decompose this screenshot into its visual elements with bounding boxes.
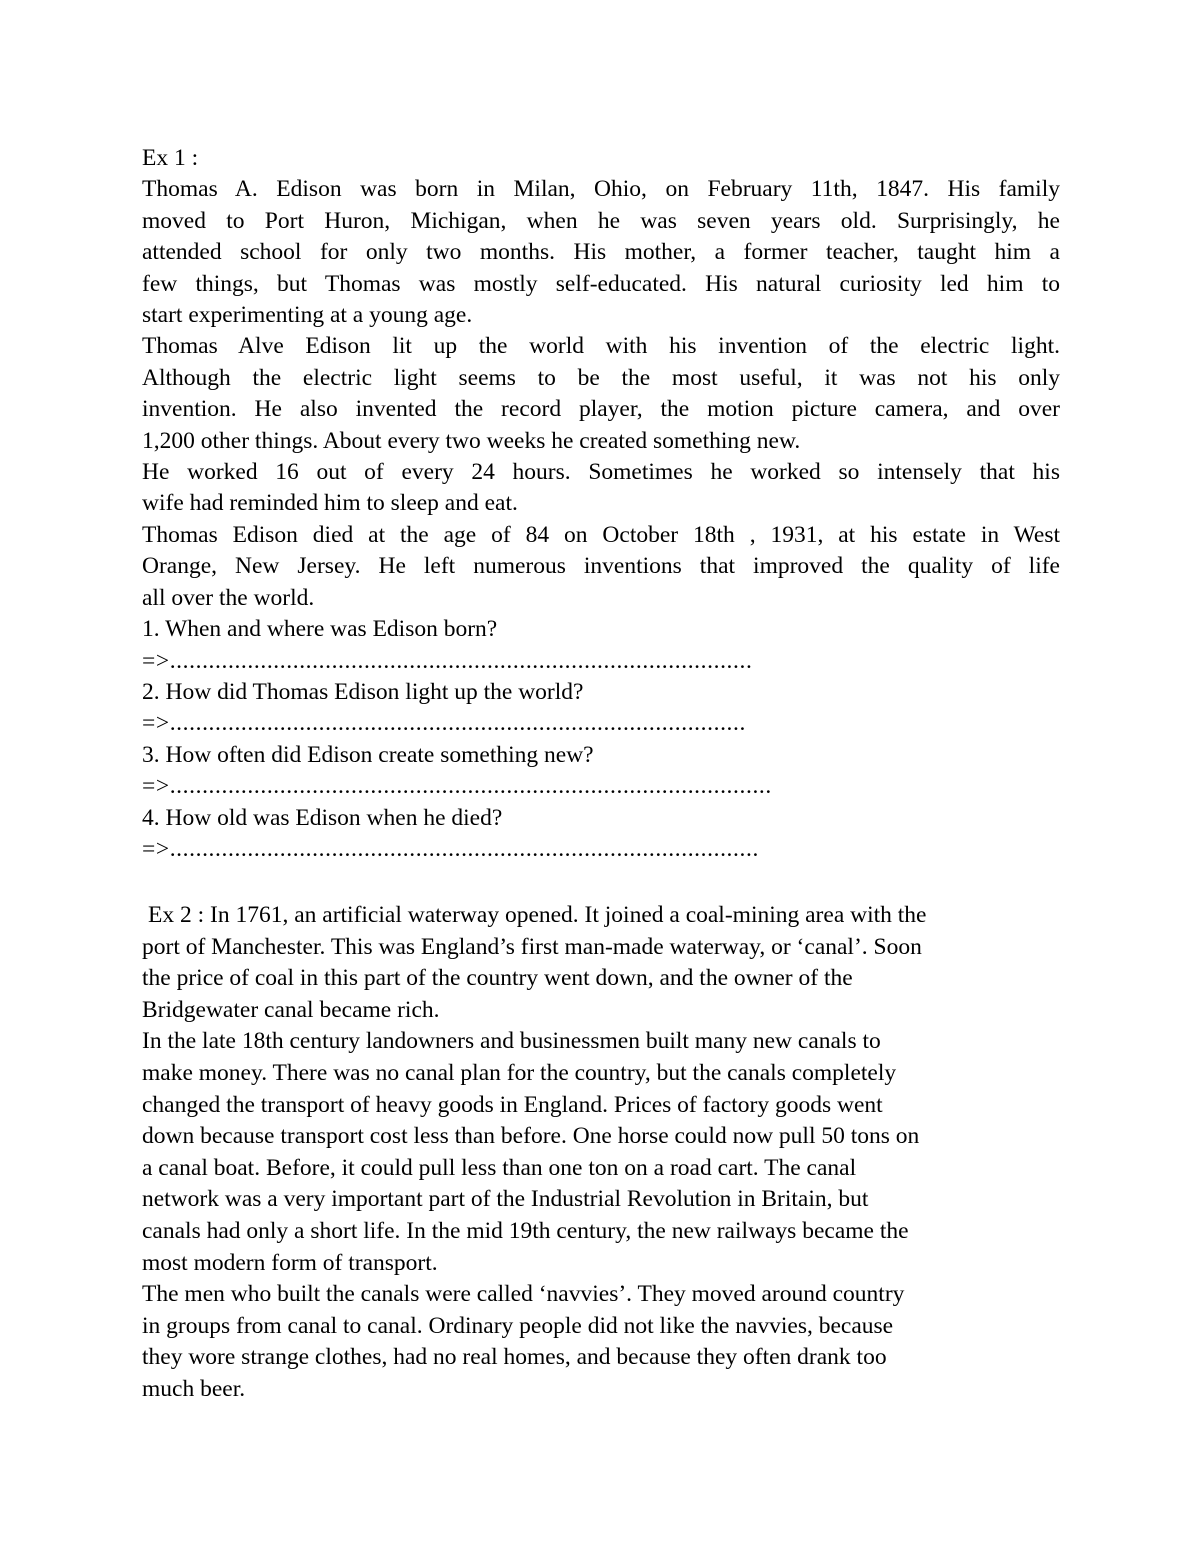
passage-line: canals had only a short life. In the mid 19th century, the new railways became the: [142, 1217, 909, 1244]
exercise-2-passage: [142, 900, 1060, 1406]
exercise-1-questions: [142, 614, 1060, 865]
passage-line: much beer.: [142, 1375, 246, 1402]
passage-line: invention. He also invented the record player, the motion picture camera, and over: [142, 396, 1060, 423]
exercise-2-heading-line: Ex 2 : In 1761, an artificial waterway opened. It joined a coal-mining area with the: [148, 902, 927, 928]
passage-line: Thomas Edison died at the age of 84 on October 18th , 1931, at his estate in West: [142, 521, 1060, 548]
passage-line: He worked 16 out of every 24 hours. Sometimes he worked so intensely that his: [142, 459, 1060, 486]
passage-line: attended school for only two months. His mother, a former teacher, taught him a: [142, 239, 1060, 266]
answer-blank: =>...........................................................................................: [142, 835, 759, 862]
passage-line: The men who built the canals were called ‘navvies’. They moved around country: [142, 1281, 905, 1308]
passage-line: In the late 18th century landowners and businessmen built many new canals to: [142, 1028, 881, 1055]
passage-line: wife had reminded him to sleep and eat.: [142, 490, 518, 517]
passage-line: network was a very important part of the Industrial Revolution in Britain, but: [142, 1186, 869, 1213]
passage-line: port of Manchester. This was England’s first man-made waterway, or ‘canal’. Soon: [142, 933, 922, 960]
answer-blank: =>.............................................................................................: [142, 773, 772, 800]
answer-blank: =>..........................................................................................: [142, 647, 753, 674]
passage-line: 1,200 other things. About every two weeks he created something new.: [142, 427, 801, 454]
passage-line: make money. There was no canal plan for the country, but the canals completely: [142, 1059, 897, 1086]
passage-line: Bridgewater canal became rich.: [142, 996, 440, 1023]
passage-line: changed the transport of heavy goods in England. Prices of factory goods went: [142, 1091, 883, 1118]
passage-line: the price of coal in this part of the country went down, and the owner of the: [142, 965, 853, 992]
passage-line: moved to Port Huron, Michigan, when he was seven years old. Surprisingly, he: [142, 207, 1060, 234]
passage-line: they wore strange clothes, had no real homes, and because they often drank too: [142, 1344, 887, 1371]
question-text: 2. How did Thomas Edison light up the world?: [142, 678, 584, 705]
passage-line: Although the electric light seems to be the most useful, it was not his only: [142, 364, 1060, 391]
exercise-2: [142, 900, 1060, 1406]
passage-line: start experimenting at a young age.: [142, 302, 473, 329]
question-text: 1. When and where was Edison born?: [142, 616, 498, 643]
passage-line: a canal boat. Before, it could pull less than one ton on a road cart. The canal: [142, 1154, 857, 1181]
answer-blank: =>.........................................................................................: [142, 710, 746, 737]
question-text: 4. How old was Edison when he died?: [142, 804, 503, 831]
passage-line: Orange, New Jersey. He left numerous inventions that improved the quality of life: [142, 553, 1060, 580]
exercise-1: [142, 143, 1060, 865]
exercise-1-passage: [142, 174, 1060, 614]
exercise-1-heading: Ex 1 :: [142, 145, 199, 171]
passage-line: in groups from canal to canal. Ordinary people did not like the navvies, because: [142, 1312, 894, 1339]
passage-line: few things, but Thomas was mostly self-educated. His natural curiosity led him to: [142, 270, 1060, 297]
passage-line: most modern form of transport.: [142, 1249, 438, 1276]
passage-line: down because transport cost less than before. One horse could now pull 50 tons on: [142, 1123, 920, 1150]
question-text: 3. How often did Edison create something new?: [142, 741, 594, 768]
passage-line: Thomas Alve Edison lit up the world with his invention of the electric light.: [142, 333, 1060, 360]
passage-line: all over the world.: [142, 584, 315, 611]
passage-line: Thomas A. Edison was born in Milan, Ohio, on February 11th, 1847. His family: [142, 176, 1060, 203]
